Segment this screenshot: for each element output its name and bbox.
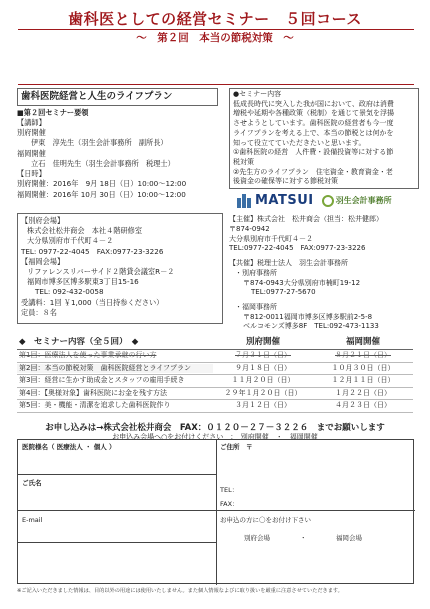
text-line: 定員：８名 [21,307,57,317]
schedule-beppu: ７月３１日（日） [235,351,291,360]
schedule-fukuoka: １月２２日（日） [335,388,391,397]
text-line: 福岡市博多区博多駅東3丁目15-16 [27,277,139,287]
schedule-fukuoka: ８月２１日（日） [335,351,391,360]
privacy-footnote: ※ご記入いただきました情報は、目的以外の用途には使用いたしません。また個人情報なよびに取り扱いを厳重に注意させていただきます。 [17,588,343,594]
address-field[interactable]: ご住所 〒 [220,443,253,451]
hanyu-logo-text: 羽生会計事務所 [335,196,392,206]
text-line: 増税や延期や各種政策（税制）を通じて景気を浮揚 [233,109,394,118]
seminar-info-column [17,88,222,200]
text-line: 【別府会場】 [21,216,65,225]
seminar-details [17,108,222,200]
name-field[interactable]: ご氏名 [22,479,42,487]
schedule-header-beppu: 別府開催 [245,336,280,347]
form-divider-h3 [18,542,216,543]
tel-field[interactable]: TEL： [220,486,239,494]
schedule-topic: 第2回：本当の節税対策 歯科医院経営とライフプラン [17,364,213,373]
schedule-row [17,388,413,401]
venue-choice-separator: ・ [300,534,307,542]
text-line: 福岡開催 [17,148,46,158]
venue-choice-fukuoka[interactable]: 福岡会場 [336,534,362,542]
text-line: 大分県別府市千代町４－２ [229,234,313,243]
schedule-beppu: ３月１２日（日） [235,401,291,410]
text-line: 受講料：1回 ￥1,000（当日持参ください） [21,297,164,307]
text-line: 大分県別府市千代町４－２ [27,236,114,246]
text-line: 別府開催 [17,128,46,138]
seminar-content [233,90,415,187]
matsui-mark-icon [237,194,253,208]
schedule-row [17,375,413,388]
section-title: 歯科医院経営と人生のライフプラン [17,88,218,106]
text-line: リファレンスリバーサイド２階貸会議室R－２ [27,267,175,277]
schedule-fukuoka: １０月３０日（日） [331,363,395,372]
hanyu-logo [322,195,392,207]
schedule-row [17,350,413,363]
text-line: 低成長時代に突入した我が国において、政府は消費 [233,99,394,108]
text-line: させようとしています。歯科医院の経営者も今一度 [233,119,394,128]
schedule-topic: 第4回：【奥様対象】歯科医院にお金を残す方法 [19,388,167,397]
text-line: TEL: 0977-22-4045 FAX:0977-23-3226 [21,246,164,256]
text-line: ②先生方のライフプラン 住宅資金・教育資金・老 [233,167,393,176]
schedule-fukuoka: １２月１１日（日） [331,376,395,385]
schedule-topic: 第3回：経営に生かす助成金とスタッフの雇用手続き [19,376,185,385]
form-divider-v [216,440,217,585]
text-line: ベルコモンズ博多8F TEL:092-473-1133 [243,322,379,331]
clinic-name-field[interactable]: 医院様名（ 医療法人 ・ 個人 ） [22,443,116,451]
text-line: 福岡開催：2016年 10月 30日（日）10:00～12:00 [17,189,186,199]
seminar-title: 歯科医としての経営セミナー ５回コース [68,10,362,28]
schedule-topic: 第1回：医療法人を使った事業承継の行い方 [19,351,157,360]
schedule-beppu: １１月２０日（日） [231,376,295,385]
schedule-header-fukuoka: 福岡開催 [345,336,380,347]
text-line: ・福岡事務所 [235,302,277,311]
text-line: ●セミナー内容 [233,90,282,98]
seminar-subtitle: ～ 第２回 本当の節税対策 ～ [136,32,294,44]
schedule-topic: 第5回：美・機能・清潔を追求した歯科医院作り [19,401,171,410]
email-field[interactable]: E-mail [22,516,43,524]
text-line: 知って役立てていただきたいと思います。 [233,138,366,147]
schedule-row [17,363,413,376]
matsui-logo-text: MATSUI [255,193,314,209]
text-line: 株式会社松井商会 本社４階研修室 [27,226,143,236]
venue-choice-beppu[interactable]: 別府会場 [244,534,270,542]
text-line: 別府開催：2016年 9月 18日（日）10:00～12:00 [17,179,187,189]
text-line: TEL:0977-27-5670 [251,288,316,297]
text-line: 【福岡会場】 [21,256,65,266]
venue-choice-label: お申込の方に〇をお付け下さい [220,516,311,524]
venue-instruction: お申込み会場へ○をお付けください ： 別府開催 ・ 福岡開催 [112,433,318,441]
schedule-table [17,335,413,413]
organizer-info [229,215,419,332]
text-line: ライフプランを考える上で、本当の節税とは何かを [233,128,394,137]
schedule-beppu: ９月１８日（日） [235,363,291,372]
title-divider [18,29,414,30]
application-form [17,439,414,584]
matsui-logo [237,193,314,209]
schedule-header [17,335,413,350]
text-line: ①歯科医院の経営 人件費・設備投資等に対する節 [233,148,394,157]
text-line: ■第２回セミナー要領 [17,107,89,117]
text-line: 〒874-0942 [229,224,270,233]
form-divider-h1 [18,474,216,475]
text-line: 〒812-0011福岡市博多区博多駅前2-5-8 [243,312,373,321]
sponsor-logos [237,193,419,209]
text-line: 【共催】税理士法人 羽生会計事務所 [229,259,348,268]
schedule-row [17,400,413,413]
schedule-fukuoka: ４月２３日（日） [335,401,391,410]
text-line: ・別府事務所 [235,268,277,277]
text-line: 後資金の確保等に対する節税対策 [233,177,338,186]
text-line: 【講師】 [17,118,46,128]
apply-instruction: お申し込みは→株式会社松井商会 FAX：０１２０－２７－３２２６ までお願いします [45,423,385,433]
schedule-beppu: ２９年１月２０日（日） [224,388,302,397]
hanyu-mark-icon [322,195,334,207]
venue-box [17,213,223,324]
seminar-content-box [229,88,419,189]
text-line: 【日時】 [17,169,46,179]
fax-field[interactable]: FAX： [220,500,239,508]
text-line: 立石 佳明先生（羽生会計事務所 税理士） [31,158,175,168]
content-column [229,88,419,332]
venue-details [21,216,219,318]
text-line: TEL:0977-22-4045 FAX:0977-23-3226 [229,244,366,253]
subtitle-divider [18,84,414,85]
text-line: 【主催】株式会社 松井商会（担当：松井健郎） [229,215,383,224]
text-line: 〒874-0943大分県別府市楠町19-12 [243,278,361,287]
schedule-header-label: ◆ セミナー内容（全５回） ◆ [19,336,139,347]
text-line: TEL: 092-432-0058 [35,287,104,297]
text-line: 税対策 [233,157,254,166]
form-divider-h2 [18,510,415,511]
text-line: 伊東 淳先生（羽生会計事務所 副所長） [31,138,168,148]
